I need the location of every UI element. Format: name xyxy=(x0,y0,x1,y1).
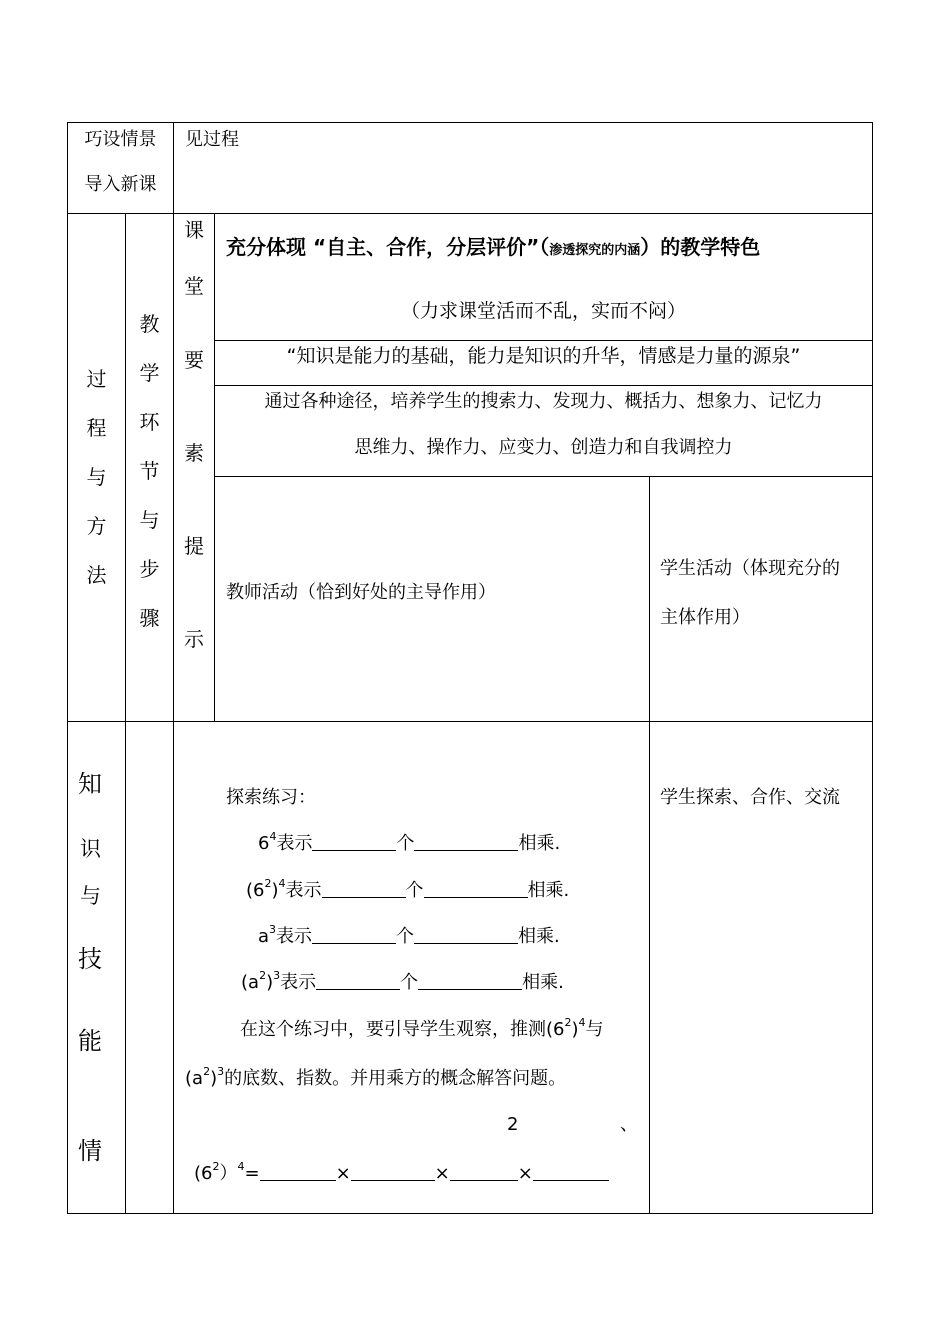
student-exploration-note: 学生探索、合作、交流 xyxy=(660,787,840,808)
guidance-paragraph-line1: 在这个练习中，要引导学生观察，推测$(6^2)^4$与 xyxy=(240,1016,604,1040)
feature-subheading: （力求课堂活而不乱，实而不闷） xyxy=(400,300,686,322)
explore-title: 探索练习： xyxy=(226,787,316,808)
student-activity-line2: 主体作用） xyxy=(660,607,750,628)
quote-line: “知识是能力的基础，能力是知识的升华，情感是力量的源泉” xyxy=(286,345,801,367)
table-bottom-border xyxy=(67,1213,873,1214)
ability-line1: 通过各种途径，培养学生的搜索力、发现力、概括力、想象力、记忆力 xyxy=(264,391,823,412)
process-method-label: 过 程 与 方 法 xyxy=(86,367,107,587)
intro-label-line2: 导入新课 xyxy=(84,174,157,195)
feature-heading: 充分体现 “自主、合作，分层评价”（渗透探究的内涵）的教学特色 xyxy=(226,235,761,259)
intro-label-line1: 巧设情景 xyxy=(84,129,157,150)
process-bottom-border xyxy=(67,721,873,722)
knowledge-label-char-5: 能 xyxy=(78,1027,102,1055)
knowledge-label-char-4: 技 xyxy=(78,945,102,973)
guidance-paragraph-line2: $(a^2)^3$的底数、指数。并用乘方的概念解答问题。 xyxy=(185,1065,567,1089)
exercise-3: $a^3$表示 个 相乘. xyxy=(258,923,560,947)
knowledge-label-char-6: 情 xyxy=(78,1137,102,1165)
stray-digit: 2 xyxy=(507,1114,519,1135)
intro-bottom-border xyxy=(67,213,873,214)
exercise-4: $(a^2)^3$表示 个 相乘. xyxy=(241,969,564,993)
exercise-1: $6^4$表示 个 相乘. xyxy=(258,830,561,854)
table-right-border xyxy=(872,122,873,1214)
activity-divider xyxy=(649,476,650,1214)
teaching-steps-label: 教 学 环 节 与 步 骤 xyxy=(139,312,160,630)
power-equation: $(6^2)^4=$ × × × xyxy=(194,1163,609,1185)
classroom-elements-label: 课 堂 要 素 提 示 xyxy=(184,218,204,651)
table-top-border xyxy=(67,122,873,123)
ability-bottom-border xyxy=(214,476,873,477)
teacher-activity-heading: 教师活动（恰到好处的主导作用） xyxy=(226,582,496,603)
knowledge-label-char-2: 识 xyxy=(80,837,101,861)
knowledge-label-char-3: 与 xyxy=(80,884,101,908)
intro-content: 见过程 xyxy=(185,129,239,150)
process-col3-divider xyxy=(214,213,215,721)
student-activity-line1: 学生活动（体现充分的 xyxy=(660,558,840,579)
exercise-2: $(6^2)^4$表示 个 相乘. xyxy=(246,877,570,901)
feature-bottom-border xyxy=(214,340,873,341)
quote-bottom-border xyxy=(214,385,873,386)
ability-line2: 思维力、操作力、应变力、创造力和自我调控力 xyxy=(354,437,733,458)
stray-comma: 、 xyxy=(620,1114,638,1135)
knowledge-label-char-1: 知 xyxy=(78,770,102,798)
table-left-border xyxy=(67,122,68,1214)
